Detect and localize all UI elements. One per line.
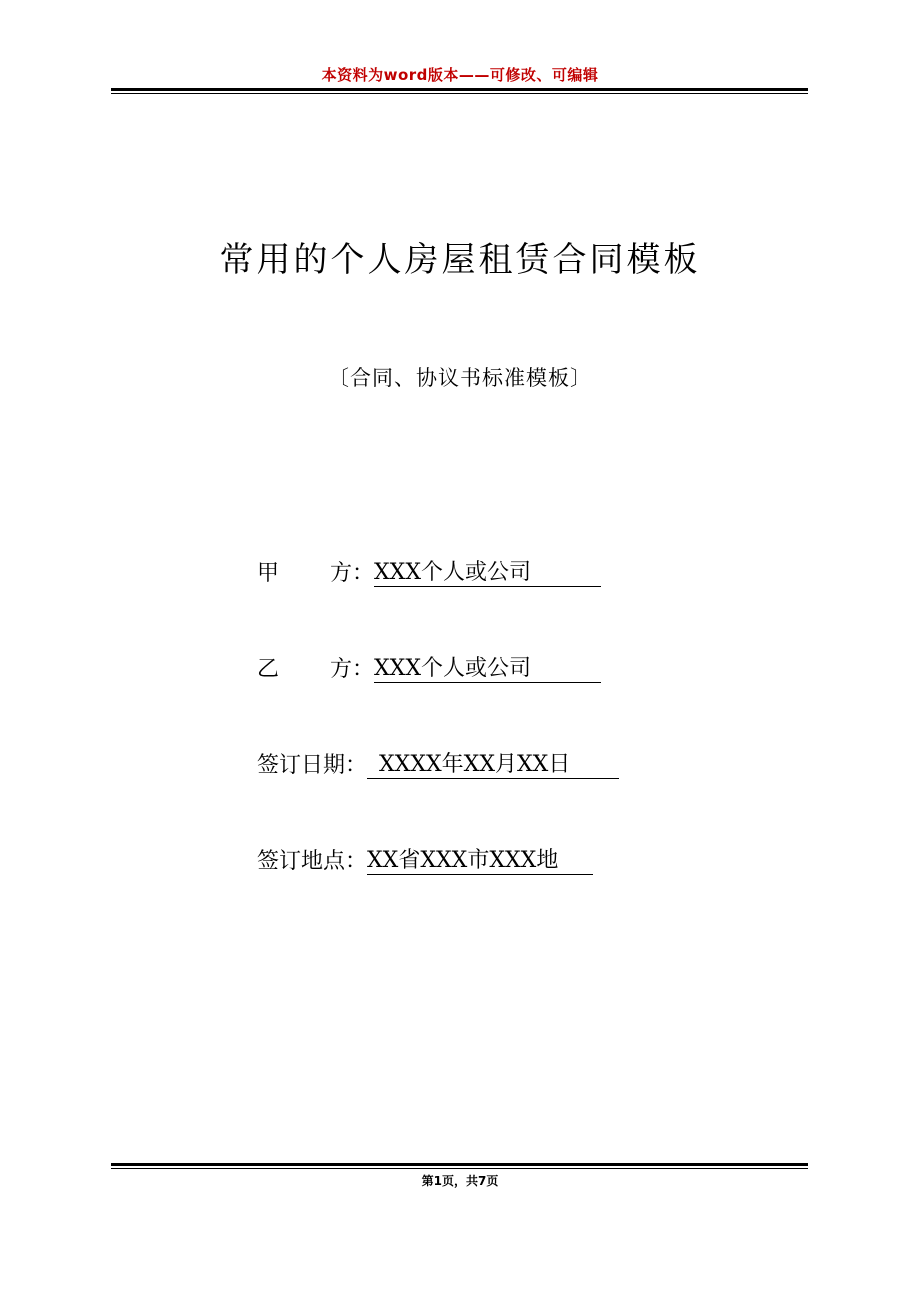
party-a-label-second: 方：	[329, 561, 374, 586]
party-a-label	[257, 556, 374, 587]
signing-date-field	[257, 748, 619, 779]
party-b-label-first: 乙	[257, 657, 280, 682]
header-divider	[111, 88, 808, 94]
page-number: 第1页，共7页	[421, 1174, 499, 1188]
signing-place-value[interactable]: XX省XXX市XXX地	[367, 849, 593, 875]
party-a-value[interactable]: XXX个人或公司	[374, 561, 601, 587]
party-a-field	[257, 556, 601, 587]
signing-date-value[interactable]: XXXX年XX月XX日	[367, 753, 619, 779]
footer-divider	[111, 1163, 808, 1169]
party-b-label	[257, 652, 374, 683]
header-notice: 本资料为word版本——可修改、可编辑	[321, 66, 599, 84]
document-subtitle: 〔合同、协议书标准模板〕	[328, 366, 592, 390]
signing-date-label: 签订日期：	[257, 753, 368, 778]
signing-place-field	[257, 844, 593, 875]
party-b-value[interactable]: XXX个人或公司	[374, 657, 601, 683]
signing-place-label: 签订地点：	[257, 849, 368, 874]
document-title: 常用的个人房屋租赁合同模板	[219, 240, 701, 280]
party-b-field	[257, 652, 601, 683]
party-a-label-first: 甲	[257, 561, 280, 586]
party-b-label-second: 方：	[329, 657, 374, 682]
